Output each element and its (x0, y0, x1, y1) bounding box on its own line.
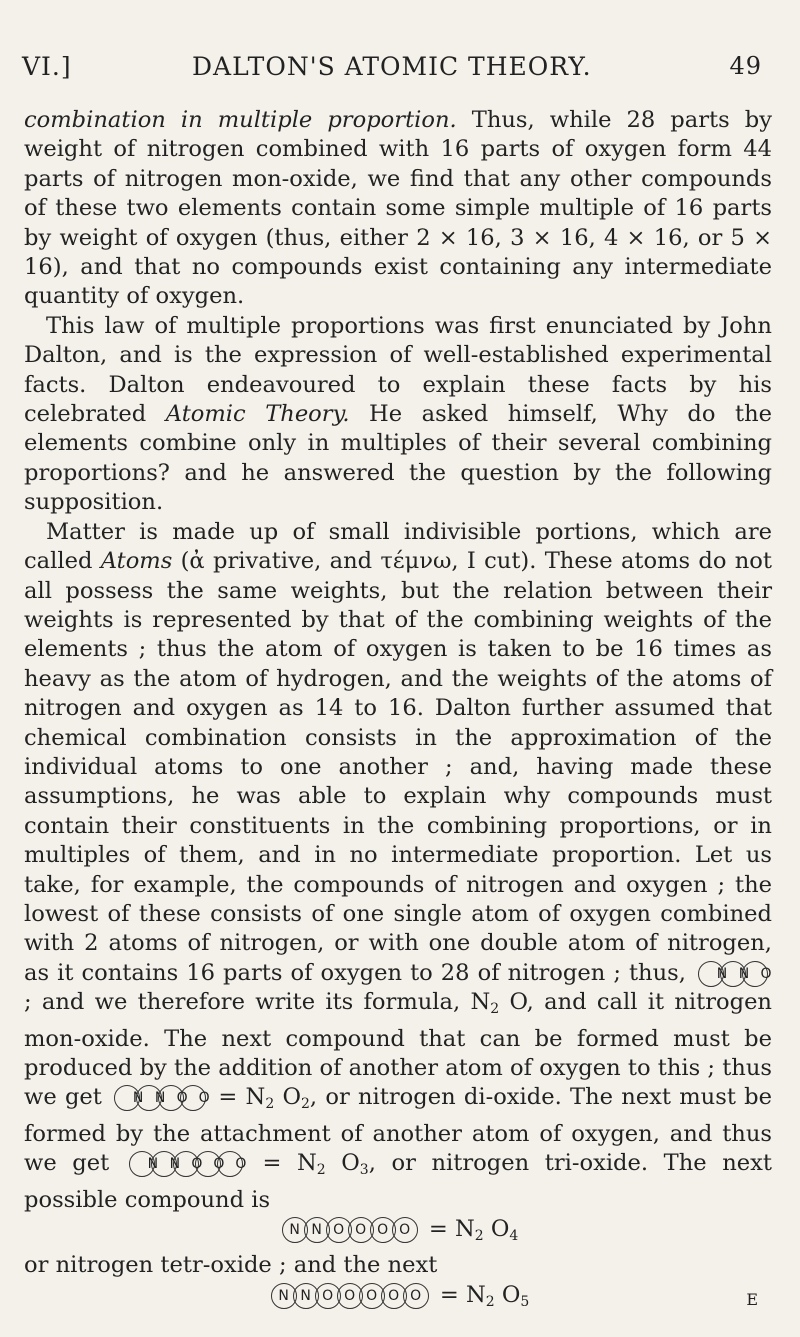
page-number: 49 (729, 52, 762, 80)
paragraph-text: = N (246, 1150, 317, 1177)
atom-diagram-n2o (698, 961, 772, 987)
italic-phrase: combination in multiple proportion. (24, 107, 457, 133)
nitrogen-atom: N (293, 1283, 319, 1309)
paragraph-2 (24, 312, 772, 518)
paragraph-text: This law of multiple proportions was first enunciated by John Dalton, and is the expression of well-established experimental facts. Dalton endeavoured to explain these facts by his celebrated (24, 312, 772, 428)
paragraph-text: Thus, while 28 parts by weight of nitrogen combined with 16 parts of oxygen form 44 parts of nitrogen mon-oxide, we find that any other compounds of these two elements contain some simple multiple of 16 parts by weight of oxygen (thus, either 2 × 16, 3 × 16, 4 × 16, or 5 × 16), and that no compounds exist containing any intermediate quantity of oxygen. (24, 107, 772, 310)
oxygen-atom: O (315, 1283, 341, 1309)
oxygen-atom: O (359, 1283, 385, 1309)
paragraph-text: (ἀ privative, and τέμνω, I cut). These atoms do not all possess the same weights, but the relation between their weights is represented by that of the combining weights of the elements ; thus the atom of oxygen is taken to be 16 times as heavy as the atom of hydrogen, and the weights of the atoms of nitrogen and oxygen as 14 to 16. Dalton further assumed that chemical combination consists in the approximation of the individual atoms to one another ; and, having made these assumptions, he was able to explain why compounds must contain their constituents in the combining proportions, or in multiples of them, and in no intermediate proportion. Let us take, for example, the compounds of nitrogen and oxygen ; the lowest of these consists of one single atom of oxygen combined with 2 atoms of nitrogen, or with one double atom of nitrogen, as it contains 16 parts of oxygen to 28 of nitrogen ; thus, (24, 548, 772, 986)
paragraph-text: O (325, 1150, 360, 1177)
formula-n2o4 (24, 1215, 772, 1251)
nitrogen-atom: N (114, 1085, 140, 1111)
oxygen-atom: O (180, 1085, 206, 1111)
nitrogen-atom: N (136, 1085, 162, 1111)
paragraph-text: ; and we therefore write its formula, N (24, 989, 491, 1016)
nitrogen-atom: N (282, 1217, 308, 1243)
nitrogen-atom: N (129, 1151, 155, 1177)
nitrogen-atom: N (151, 1151, 177, 1177)
paragraph-text: , or nitrogen di-oxide. The next must be formed by the attachment of another atom of oxygen, and thus we get (24, 1084, 772, 1177)
paragraph-text: O (274, 1084, 301, 1111)
oxygen-atom: O (326, 1217, 352, 1243)
atom-diagram-n2o2 (114, 1085, 210, 1111)
formula-text: O (483, 1216, 510, 1243)
formula-text: = N (432, 1281, 486, 1308)
oxygen-atom: O (392, 1217, 418, 1243)
formula-n2o5 (24, 1281, 772, 1317)
subscript: 2 (301, 1096, 310, 1113)
nitrogen-atom: N (304, 1217, 330, 1243)
oxygen-atom: O (381, 1283, 407, 1309)
italic-phrase: Atoms (100, 548, 173, 575)
paragraph-3 (24, 518, 772, 1215)
oxygen-atom: O (217, 1151, 243, 1177)
paragraph-text: Matter is made up of small indivisible portions, which are called (24, 518, 772, 575)
signature-mark: E (746, 1290, 758, 1309)
paragraph-text: O, and call it nitrogen mon-oxide. The next compound that can be formed must be produced by the addition of another atom of oxygen to this ; thus we get (24, 989, 772, 1111)
oxygen-atom: O (337, 1283, 363, 1309)
running-title: DALTON'S ATOMIC THEORY. (192, 52, 592, 81)
subscript: 5 (520, 1293, 530, 1310)
nitrogen-atom: N (720, 961, 746, 987)
subscript: 2 (265, 1096, 275, 1113)
oxygen-atom: O (173, 1151, 199, 1177)
atom-diagram-n2o3 (129, 1151, 247, 1177)
oxygen-atom: O (158, 1085, 184, 1111)
atom-diagram-n2o4 (282, 1217, 418, 1243)
atom-diagram-n2o5 (271, 1283, 429, 1309)
running-header (22, 52, 792, 92)
oxygen-atom: O (742, 961, 768, 987)
subscript: 2 (490, 1001, 500, 1018)
subscript: 2 (316, 1162, 326, 1179)
oxygen-atom: O (370, 1217, 396, 1243)
body-text (24, 106, 772, 1317)
chapter-number: VI.] (22, 52, 72, 81)
subscript: 2 (485, 1293, 495, 1310)
subscript: 4 (509, 1228, 519, 1245)
paragraph-4: or nitrogen tetr-oxide ; and the next (24, 1252, 438, 1279)
paragraph-text: = N (210, 1084, 266, 1111)
nitrogen-atom: N (698, 961, 724, 987)
subscript: 3 (359, 1162, 369, 1179)
subscript: 2 (474, 1228, 484, 1245)
paragraph-text: He asked himself, Why do the elements combine only in multiples of their several combining proportions? and he answered the question by the following supposition. (24, 401, 772, 516)
oxygen-atom: O (348, 1217, 374, 1243)
paragraph-text: , or nitrogen tri-oxide. The next possible compound is (24, 1150, 772, 1213)
formula-text: = N (421, 1216, 475, 1243)
oxygen-atom: O (403, 1283, 429, 1309)
paragraph-1 (24, 106, 772, 312)
italic-phrase: Atomic Theory. (165, 401, 350, 428)
nitrogen-atom: N (271, 1283, 297, 1309)
formula-text: O (494, 1281, 521, 1308)
oxygen-atom: O (195, 1151, 221, 1177)
